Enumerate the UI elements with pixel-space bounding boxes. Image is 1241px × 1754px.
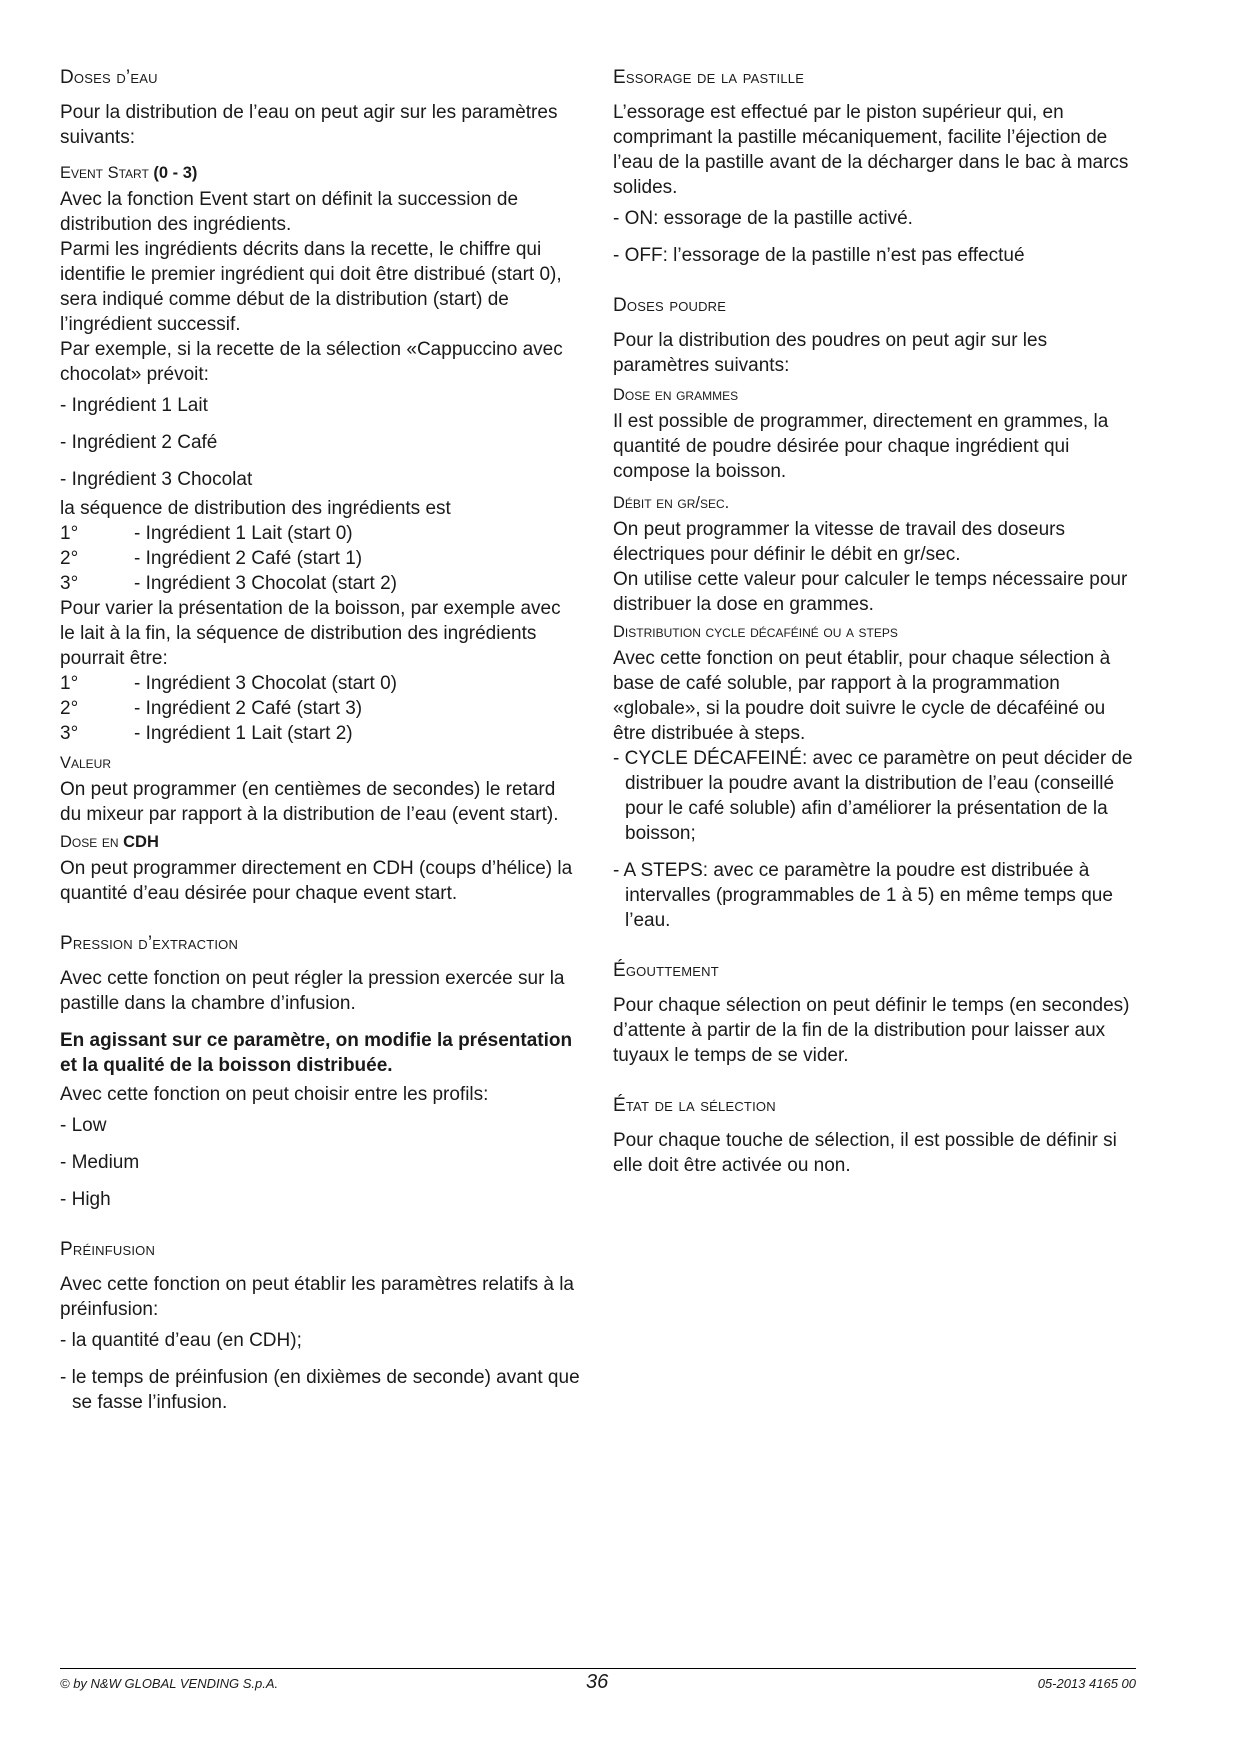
pression-p2: Avec cette fonction on peut choisir entre les profils: (60, 1084, 489, 1105)
pression-bold-note: En agissant sur ce paramètre, on modifie la présentation et la qualité de la boisson distribuée. (60, 1030, 573, 1076)
doses-eau-intro: Pour la distribution de l’eau on peut agir sur les paramètres suivants: (60, 102, 558, 148)
footer-divider (60, 1668, 1136, 1669)
preinfusion-list-item: - la quantité d’eau (en CDH); (60, 1330, 302, 1351)
subsection-title-valeur: Valeur (60, 754, 112, 772)
event-start-p4: Pour varier la présentation de la boisson, par exemple avec le lait à la fin, la séquence de distribution des ingrédients pourrait être: (60, 598, 561, 669)
dose-cdh-text: On peut programmer directement en CDH (coups d’hélice) la quantité d’eau désirée pour chaque event start. (60, 858, 573, 904)
subsection-title-cycle: Distribution cycle décaféiné ou a steps (613, 623, 898, 641)
profile-list-item: - Medium (60, 1152, 140, 1173)
pression-p1: Avec cette fonction on peut régler la pression exercée sur la pastille dans la chambre d’infusion. (60, 968, 565, 1014)
section-title-egouttement: Égouttement (613, 960, 719, 981)
section-title-preinfusion: Préinfusion (60, 1239, 156, 1260)
section-title-essorage: Essorage de la pastille (613, 67, 805, 88)
profile-list-item: - High (60, 1189, 111, 1210)
valeur-text: On peut programmer (en centièmes de secondes) le retard du mixeur par rapport à la distribution de l’eau (event start). (60, 779, 559, 825)
page-number: 36 (586, 1671, 609, 1693)
ingredient-list-item: - Ingrédient 3 Chocolat (60, 469, 253, 490)
preinfusion-list-item: - le temps de préinfusion (en dixièmes de seconde) avant que se fasse l’infusion. (60, 1367, 580, 1413)
section-title-doses-eau: Doses d’eau (60, 67, 158, 88)
section-title-doses-poudre: Doses poudre (613, 295, 727, 316)
dose-grammes-text: Il est possible de programmer, directement en grammes, la quantité de poudre désirée pour chaque ingrédient qui compose la boisson. (613, 411, 1109, 482)
cycle-text: Avec cette fonction on peut établir, pour chaque sélection à base de café soluble, par rapport à la programmation «globale», si la poudre doit suivre le cycle de décaféiné ou être distribuée à steps. (613, 648, 1111, 744)
debit-p2: On utilise cette valeur pour calculer le temps nécessaire pour distribuer la dose en grammes. (613, 569, 1128, 615)
sequence-row: 2° - Ingrédient 2 Café (start 1) (60, 548, 363, 569)
event-start-range: (0 - 3) (153, 164, 198, 182)
left-column (60, 66, 580, 1427)
sequence-row: 1° - Ingrédient 1 Lait (start 0) (60, 523, 353, 544)
subsection-title-dose-cdh: Dose en CDH (60, 833, 159, 851)
event-start-p2: Parmi les ingrédients décrits dans la recette, le chiffre qui identifie le premier ingrédient qui doit être distribué (start 0), sera indiqué comme début de la distribution (start) de l’ingrédient successif. (60, 239, 562, 335)
cycle-list-item: - CYCLE DÉCAFEINÉ: avec ce paramètre on peut décider de distribuer la poudre avant la distribution de l’eau (conseillé pour le café soluble) afin d’améliorer la présentation de la boisson; (613, 748, 1133, 844)
footer-doc-code: 05-2013 4165 00 (1037, 1676, 1136, 1691)
sequence-row: 3° - Ingrédient 1 Lait (start 2) (60, 723, 353, 744)
event-start-p1: Avec la fonction Event start on définit la succession de distribution des ingrédients. (60, 189, 519, 235)
profile-list-item: - Low (60, 1115, 107, 1136)
preinfusion-p1: Avec cette fonction on peut établir les paramètres relatifs à la préinfusion: (60, 1274, 574, 1320)
subsection-title-event-start (60, 162, 580, 184)
footer-copyright: © by N&W GLOBAL VENDING S.p.A. (60, 1676, 279, 1691)
etat-text: Pour chaque touche de sélection, il est possible de définir si elle doit être activée ou non. (613, 1130, 1117, 1176)
event-start-p3: Par exemple, si la recette de la sélection «Cappuccino avec chocolat» prévoit: (60, 339, 563, 385)
essorage-list-item: - OFF: l’essorage de la pastille n’est pas effectué (613, 245, 1025, 266)
sequence-row: 3° - Ingrédient 3 Chocolat (start 2) (60, 573, 397, 594)
subsection-title-debit: Débit en gr/sec. (613, 494, 730, 512)
right-column (613, 66, 1143, 1178)
sequence-row: 2° - Ingrédient 2 Café (start 3) (60, 698, 363, 719)
ingredient-list-item: - Ingrédient 1 Lait (60, 395, 208, 416)
section-title-pression: Pression d’extraction (60, 933, 239, 954)
ingredient-list-item: - Ingrédient 2 Café (60, 432, 218, 453)
essorage-list-item: - ON: essorage de la pastille activé. (613, 208, 913, 229)
sequence-intro: la séquence de distribution des ingrédients est (60, 498, 451, 519)
essorage-p1: L’essorage est effectué par le piston supérieur qui, en comprimant la pastille mécaniquement, facilite l’éjection de l’eau de la pastille avant de la décharger dans le bac à marcs solides. (613, 102, 1129, 198)
debit-p1: On peut programmer la vitesse de travail des doseurs électriques pour définir le débit en gr/sec. (613, 519, 1065, 565)
subsection-title-dose-grammes: Dose en grammes (613, 386, 739, 404)
sequence-row: 1° - Ingrédient 3 Chocolat (start 0) (60, 673, 397, 694)
doses-poudre-intro: Pour la distribution des poudres on peut agir sur les paramètres suivants: (613, 330, 1048, 376)
event-start-label: Event Start (60, 164, 149, 182)
cycle-list-item: - A STEPS: avec ce paramètre la poudre est distribuée à intervalles (programmables de 1 à 5) en même temps que l’eau. (613, 860, 1113, 931)
egouttement-text: Pour chaque sélection on peut définir le temps (en secondes) d’attente à partir de la fin de la distribution pour laisser aux tuyaux le temps de se vider. (613, 995, 1130, 1066)
section-title-etat: État de la sélection (613, 1095, 776, 1116)
